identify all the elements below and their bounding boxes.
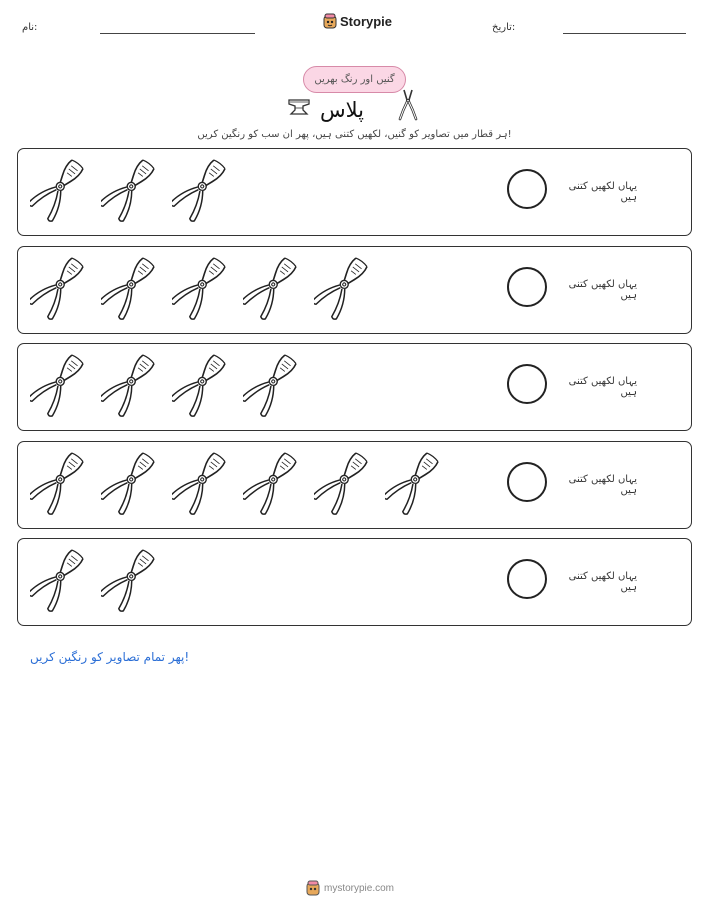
count-row [17,538,692,626]
footer [306,880,394,896]
pliers-icon[interactable] [101,154,159,222]
footer-storypie-mascot-icon [306,880,320,896]
pliers-icon[interactable] [30,447,88,515]
pliers-icon[interactable] [172,447,230,515]
pliers-icon[interactable] [172,252,230,320]
brand-logo [323,13,392,29]
pliers-icon[interactable] [385,447,443,515]
storypie-mascot-icon [323,13,337,29]
pliers-icon[interactable] [314,252,372,320]
count-row [17,148,692,236]
answer-circle[interactable] [507,169,547,209]
anvil-icon [286,95,312,117]
pliers-icon[interactable] [172,349,230,417]
row-label: یہاں لکھیں کتنی ہیں [568,181,637,203]
bottom-note: پھر تمام تصاویر کو رنگین کریں! [30,650,190,664]
pliers-icon[interactable] [101,447,159,515]
pliers-icon[interactable] [101,544,159,612]
pliers-icon[interactable] [243,252,301,320]
date-write-line[interactable] [563,33,686,34]
name-write-line[interactable] [100,33,255,34]
page-title: پلاس [320,98,365,122]
answer-circle[interactable] [507,462,547,502]
pliers-icon[interactable] [30,544,88,612]
pliers-icon[interactable] [30,349,88,417]
pliers-icon[interactable] [30,252,88,320]
count-row [17,441,692,529]
title-pliers-icon [395,88,421,122]
pliers-icon[interactable] [172,154,230,222]
count-row [17,246,692,334]
answer-circle[interactable] [507,364,547,404]
instruction-text: ہر قطار میں تصاویر کو گنیں، لکھیں کتنی ہیں، پھر ان سب کو رنگین کریں! [197,129,512,140]
answer-circle[interactable] [507,559,547,599]
row-label: یہاں لکھیں کتنی ہیں [568,279,637,301]
answer-circle[interactable] [507,267,547,307]
row-label: یہاں لکھیں کتنی ہیں [568,474,637,496]
date-label: تاریخ: [492,22,516,33]
row-label: یہاں لکھیں کتنی ہیں [568,376,637,398]
count-row [17,343,692,431]
pliers-icon[interactable] [314,447,372,515]
row-label: یہاں لکھیں کتنی ہیں [568,571,637,593]
name-label: نام: [22,22,38,33]
pliers-icon[interactable] [101,349,159,417]
pliers-icon[interactable] [243,447,301,515]
activity-badge-text: گنیں اور رنگ بھریں [314,74,395,85]
brand-name: Storypie [340,13,393,29]
activity-badge [303,66,406,93]
pliers-icon[interactable] [101,252,159,320]
pliers-icon[interactable] [30,154,88,222]
pliers-icon[interactable] [243,349,301,417]
footer-url[interactable]: mystorypie.com [324,882,395,894]
